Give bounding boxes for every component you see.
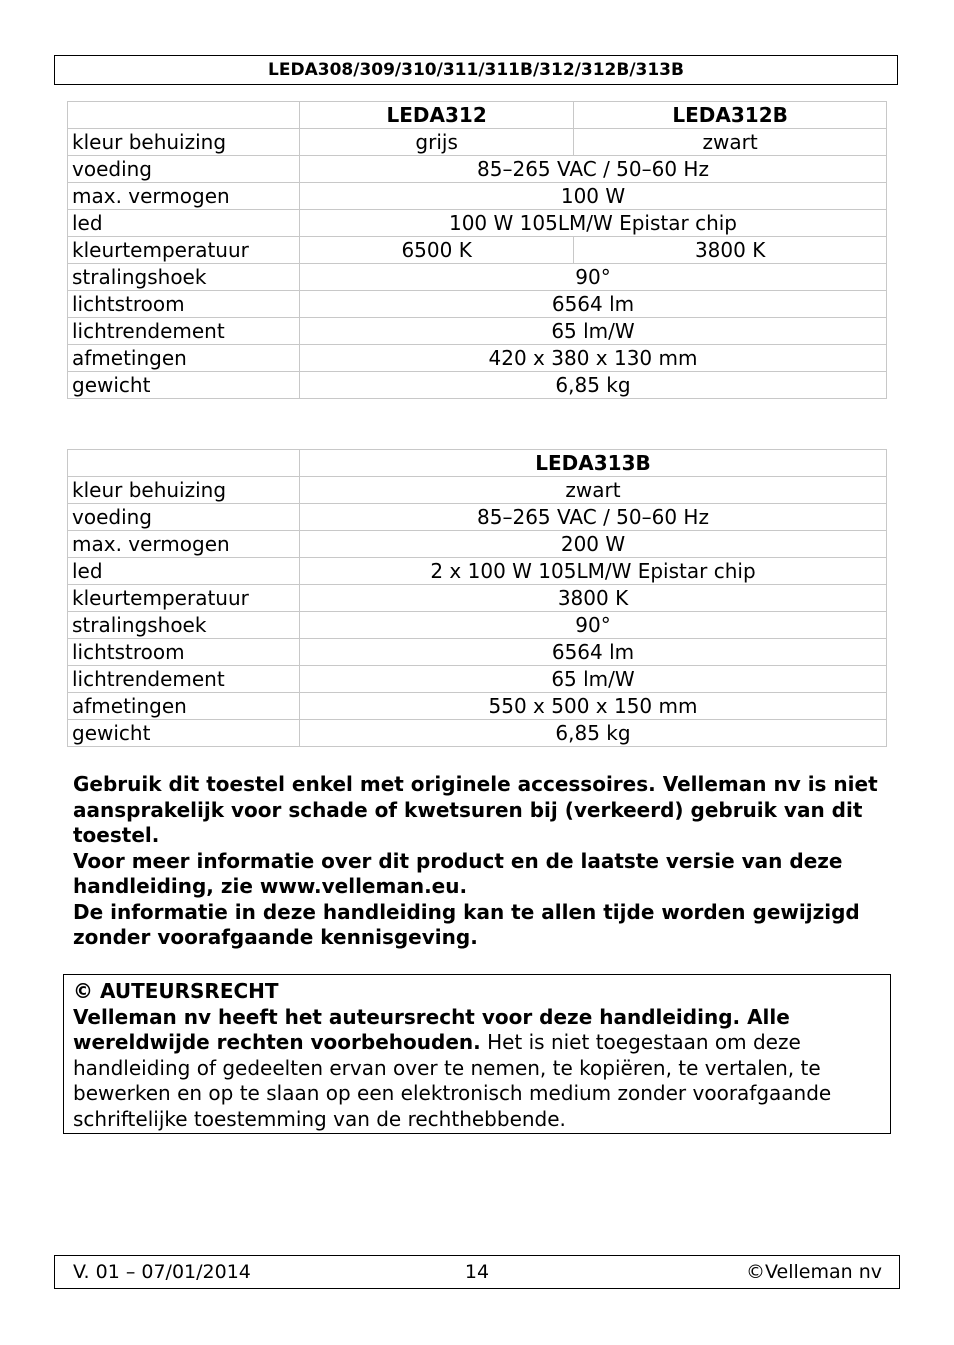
copyright-section (63, 974, 891, 1134)
row-label: kleur behuizing (68, 129, 300, 156)
row-label: afmetingen (68, 345, 300, 372)
row-value: 6564 lm (300, 291, 887, 318)
row-value: 3800 K (300, 585, 887, 612)
row-value: 85–265 VAC / 50–60 Hz (300, 504, 887, 531)
row-label: kleurtemperatuur (68, 237, 300, 264)
table-corner-cell (68, 450, 300, 477)
row-value: 100 W (300, 183, 887, 210)
table-corner-cell (68, 102, 300, 129)
spec-table-leda312 (67, 101, 887, 399)
copyright-title: © AUTEURSRECHT (73, 979, 279, 1003)
table-row (68, 291, 887, 318)
row-label: max. vermogen (68, 183, 300, 210)
notice-changes: De informatie in deze handleiding kan te allen tijde worden gewijzigd zonder voorafgaande kennisgeving. (73, 899, 860, 949)
table-row (68, 612, 887, 639)
row-label: lichtrendement (68, 318, 300, 345)
row-label: voeding (68, 156, 300, 183)
row-label: afmetingen (68, 693, 300, 720)
row-value: 3800 K (574, 237, 887, 264)
table-row (68, 183, 887, 210)
row-label: voeding (68, 504, 300, 531)
table-header-row (68, 102, 887, 129)
table-row (68, 477, 887, 504)
row-label: lichtrendement (68, 666, 300, 693)
copyright-body (73, 1005, 881, 1133)
row-value: 6,85 kg (300, 372, 887, 399)
table-row (68, 504, 887, 531)
table-row (68, 156, 887, 183)
spec-table-leda313b (67, 449, 887, 747)
table-row (68, 720, 887, 747)
table-row (68, 585, 887, 612)
row-value: 420 x 380 x 130 mm (300, 345, 887, 372)
row-value: 85–265 VAC / 50–60 Hz (300, 156, 887, 183)
row-value: 100 W 105LM/W Epistar chip (300, 210, 887, 237)
row-value: zwart (300, 477, 887, 504)
row-value: 6500 K (300, 237, 574, 264)
row-value: 90° (300, 264, 887, 291)
row-label: gewicht (68, 720, 300, 747)
row-value: 550 x 500 x 150 mm (300, 693, 887, 720)
row-label: lichtstroom (68, 639, 300, 666)
row-label: stralingshoek (68, 612, 300, 639)
header-model-range: LEDA308/309/310/311/311B/312/312B/313B (54, 55, 898, 85)
row-label: lichtstroom (68, 291, 300, 318)
row-value: grijs (300, 129, 574, 156)
copyright-text: Het is niet toegestaan om deze handleiding of gedeelten ervan over te nemen, te kopiëren, te vertalen, te bewerken en op te slaan op een elektronisch medium zonder voorafgaande schriftelijke toestemming van de rechthebbende. (73, 1030, 832, 1131)
notice-section (73, 772, 893, 951)
table-row (68, 129, 887, 156)
table-row (68, 345, 887, 372)
footer-page-number: 14 (464, 1261, 490, 1283)
row-value: 65 lm/W (300, 318, 887, 345)
notice-more-info: Voor meer informatie over dit product en de laatste versie van deze handleiding, zie www.velleman.eu. (73, 848, 843, 898)
footer-company: ©Velleman nv (746, 1261, 882, 1283)
table-header-row (68, 450, 887, 477)
column-header-leda312: LEDA312 (300, 102, 574, 129)
row-value: zwart (574, 129, 887, 156)
notice-accessories: Gebruik dit toestel enkel met originele accessoires. Velleman nv is niet aansprakelijk voor schade of kwetsuren bij (verkeerd) gebruik van dit toestel. (73, 772, 878, 847)
table-row (68, 264, 887, 291)
row-label: led (68, 210, 300, 237)
row-value: 2 x 100 W 105LM/W Epistar chip (300, 558, 887, 585)
table-row (68, 531, 887, 558)
row-value: 6564 lm (300, 639, 887, 666)
table-row (68, 372, 887, 399)
row-label: max. vermogen (68, 531, 300, 558)
table-row (68, 693, 887, 720)
row-value: 200 W (300, 531, 887, 558)
footer (54, 1255, 900, 1289)
row-value: 90° (300, 612, 887, 639)
column-header-leda313b: LEDA313B (300, 450, 887, 477)
table-row (68, 210, 887, 237)
column-header-leda312b: LEDA312B (574, 102, 887, 129)
table-row (68, 237, 887, 264)
copyright-bold-text: Velleman nv heeft het auteursrecht voor deze handleiding. Alle wereldwijde rechten voorbehouden. (73, 1004, 790, 1054)
row-label: kleur behuizing (68, 477, 300, 504)
row-value: 6,85 kg (300, 720, 887, 747)
row-value: 65 lm/W (300, 666, 887, 693)
table-row (68, 639, 887, 666)
row-label: kleurtemperatuur (68, 585, 300, 612)
row-label: led (68, 558, 300, 585)
table-row (68, 666, 887, 693)
table-row (68, 318, 887, 345)
footer-version: V. 01 – 07/01/2014 (73, 1261, 251, 1283)
table-row (68, 558, 887, 585)
row-label: gewicht (68, 372, 300, 399)
row-label: stralingshoek (68, 264, 300, 291)
